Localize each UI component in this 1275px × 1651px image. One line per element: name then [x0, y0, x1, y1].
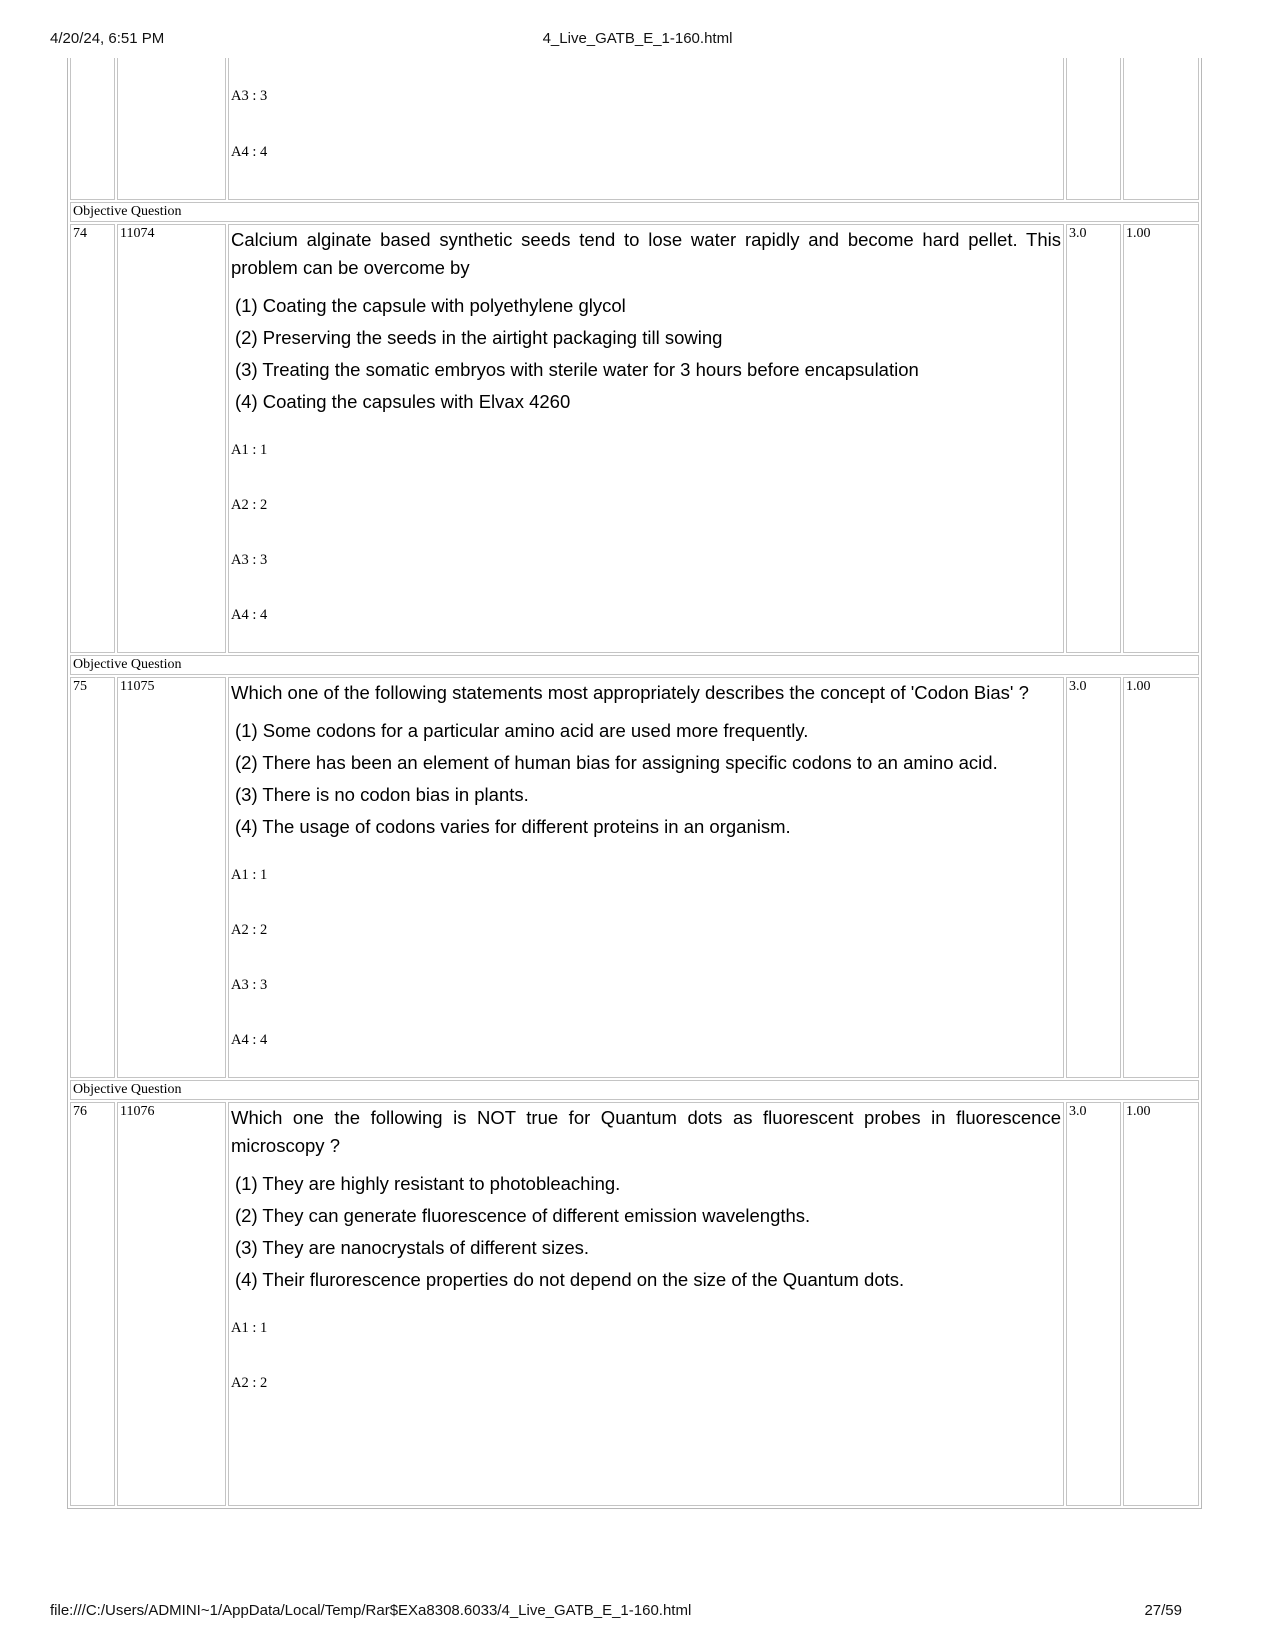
- answer-option: A1 : 1: [231, 1320, 268, 1336]
- qid-cell: [117, 58, 226, 200]
- marks-value: 3.0: [1066, 224, 1121, 653]
- print-datetime: 4/20/24, 6:51 PM: [50, 30, 165, 47]
- question-number: 74: [70, 224, 115, 653]
- question-type-row: [70, 655, 1199, 675]
- question-id: 11075: [117, 677, 226, 1078]
- option-item: (4) The usage of codons varies for different proteins in an organism.: [235, 816, 791, 837]
- option-item: (3) They are nanocrystals of different sizes.: [235, 1237, 590, 1258]
- question-stem: Calcium alginate based synthetic seeds tend to lose water rapidly and become hard pellet. This problem can be overcome by: [231, 229, 1061, 278]
- option-item: (1) They are highly resistant to photobleaching.: [235, 1173, 621, 1194]
- print-doc-title: 4_Live_GATB_E_1-160.html: [542, 30, 733, 47]
- option-list: [231, 1168, 1061, 1296]
- marks-cell: [1066, 58, 1121, 200]
- question-sheet: [67, 58, 1202, 1592]
- answer-option: A3 : 3: [231, 552, 268, 568]
- option-item: (2) Preserving the seeds in the airtight packaging till sowing: [235, 327, 723, 348]
- answer-option: A1 : 1: [231, 867, 268, 883]
- option-item: (4) Their flurorescence properties do not depend on the size of the Quantum dots.: [235, 1269, 905, 1290]
- question-type-row: [70, 202, 1199, 222]
- question-type-label: Objective Question: [70, 1080, 1199, 1100]
- question-stem: Which one the following is NOT true for Quantum dots as fluorescent probes in fluorescence microscopy ?: [231, 1107, 1061, 1156]
- question-type-label: Objective Question: [70, 655, 1199, 675]
- question-row: [70, 1102, 1199, 1506]
- question-row: [70, 224, 1199, 653]
- marks-value: 3.0: [1066, 1102, 1121, 1506]
- sno-cell: [70, 58, 115, 200]
- question-id: 11074: [117, 224, 226, 653]
- question-body-cell: [228, 1102, 1064, 1506]
- question-table: [67, 58, 1202, 1509]
- answer-option: A2 : 2: [231, 1375, 268, 1391]
- question-row: [70, 677, 1199, 1078]
- answer-option: A3 : 3: [231, 977, 268, 993]
- negative-marks-value: 1.00: [1123, 1102, 1199, 1506]
- option-item: (2) They can generate fluorescence of different emission wavelengths.: [235, 1205, 811, 1226]
- answer-option: A4 : 4: [231, 144, 268, 160]
- option-item: (2) There has been an element of human bias for assigning specific codons to an amino acid.: [235, 752, 998, 773]
- answer-option: A1 : 1: [231, 442, 268, 458]
- question-body-cell: [228, 58, 1064, 200]
- question-id: 11076: [117, 1102, 226, 1506]
- answer-option: A4 : 4: [231, 1032, 268, 1048]
- print-page-number: 27/59: [1144, 1602, 1182, 1619]
- answer-option: A4 : 4: [231, 607, 268, 623]
- marks-value: 3.0: [1066, 677, 1121, 1078]
- option-item: (3) There is no codon bias in plants.: [235, 784, 529, 805]
- negative-marks-value: 1.00: [1123, 224, 1199, 653]
- option-item: (1) Coating the capsule with polyethylene glycol: [235, 295, 626, 316]
- negative-marks-cell: [1123, 58, 1199, 200]
- answer-option: A2 : 2: [231, 922, 268, 938]
- question-number: 75: [70, 677, 115, 1078]
- question-body-cell: [228, 677, 1064, 1078]
- question-number: 76: [70, 1102, 115, 1506]
- answer-option: A2 : 2: [231, 497, 268, 513]
- print-header: [0, 30, 1275, 50]
- option-item: (1) Some codons for a particular amino acid are used more frequently.: [235, 720, 809, 741]
- option-list: [231, 715, 1061, 843]
- question-type-row: [70, 1080, 1199, 1100]
- option-item: (4) Coating the capsules with Elvax 4260: [235, 391, 571, 412]
- question-stem: Which one of the following statements most appropriately describes the concept of 'Codon Bias' ?: [231, 682, 1029, 703]
- question-type-label: Objective Question: [70, 202, 1199, 222]
- question-row-continued: [70, 58, 1199, 200]
- print-footer: [0, 1602, 1275, 1622]
- negative-marks-value: 1.00: [1123, 677, 1199, 1078]
- print-file-path: file:///C:/Users/ADMINI~1/AppData/Local/Temp/Rar$EXa8308.6033/4_Live_GATB_E_1-160.html: [50, 1602, 692, 1619]
- option-item: (3) Treating the somatic embryos with sterile water for 3 hours before encapsulation: [235, 359, 919, 380]
- question-body-cell: [228, 224, 1064, 653]
- option-list: [231, 290, 1061, 418]
- answer-option: A3 : 3: [231, 88, 268, 104]
